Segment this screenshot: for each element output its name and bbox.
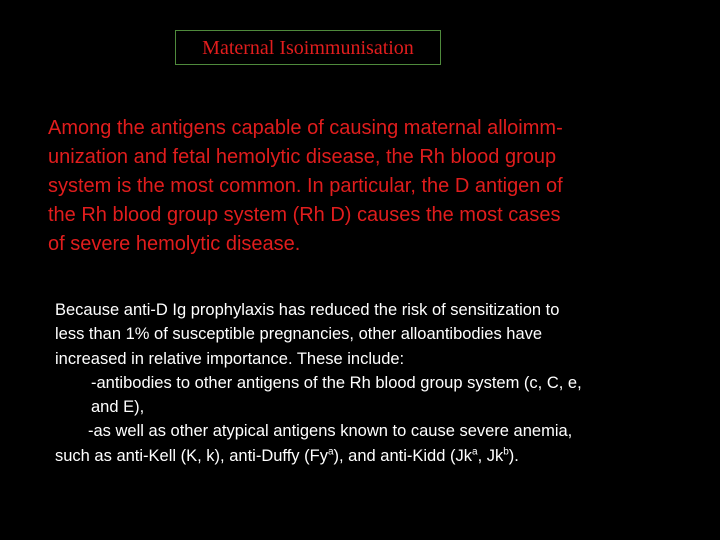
- detail-line: and E),: [91, 398, 145, 417]
- detail-bullet-rh: -antibodies to other antigens of the Rh blood group system (c, C, e,: [91, 373, 582, 392]
- intro-line: of severe hemolytic disease.: [48, 233, 301, 255]
- detail-bullet-atypical: -as well as other atypical antigens known to cause severe anemia,: [88, 422, 573, 441]
- detail-text: such as anti-Kell (K, k), anti-Duffy (Fy: [55, 446, 328, 465]
- detail-paragraph: [55, 298, 695, 468]
- intro-line: Among the antigens capable of causing maternal alloimm-: [48, 117, 563, 139]
- detail-text: , Jk: [477, 446, 504, 465]
- slide-title: Maternal Isoimmunisation: [175, 30, 441, 65]
- detail-text: ).: [508, 446, 519, 465]
- intro-line: system is the most common. In particular, the D antigen of: [48, 175, 563, 197]
- detail-line: increased in relative importance. These include:: [55, 349, 405, 368]
- detail-line: less than 1% of susceptible pregnancies, other alloantibodies have: [55, 325, 543, 344]
- superscript: a: [327, 446, 334, 458]
- superscript: a: [472, 446, 478, 458]
- detail-line: [55, 444, 695, 468]
- detail-line: Because anti-D Ig prophylaxis has reduced the risk of sensitization to: [55, 301, 560, 319]
- intro-paragraph: [48, 114, 680, 259]
- intro-line: unization and fetal hemolytic disease, the Rh blood group: [48, 146, 557, 168]
- intro-line: the Rh blood group system (Rh D) causes the most cases: [48, 204, 561, 226]
- detail-text: ), and anti-Kidd (Jk: [333, 446, 472, 465]
- superscript: b: [503, 446, 509, 458]
